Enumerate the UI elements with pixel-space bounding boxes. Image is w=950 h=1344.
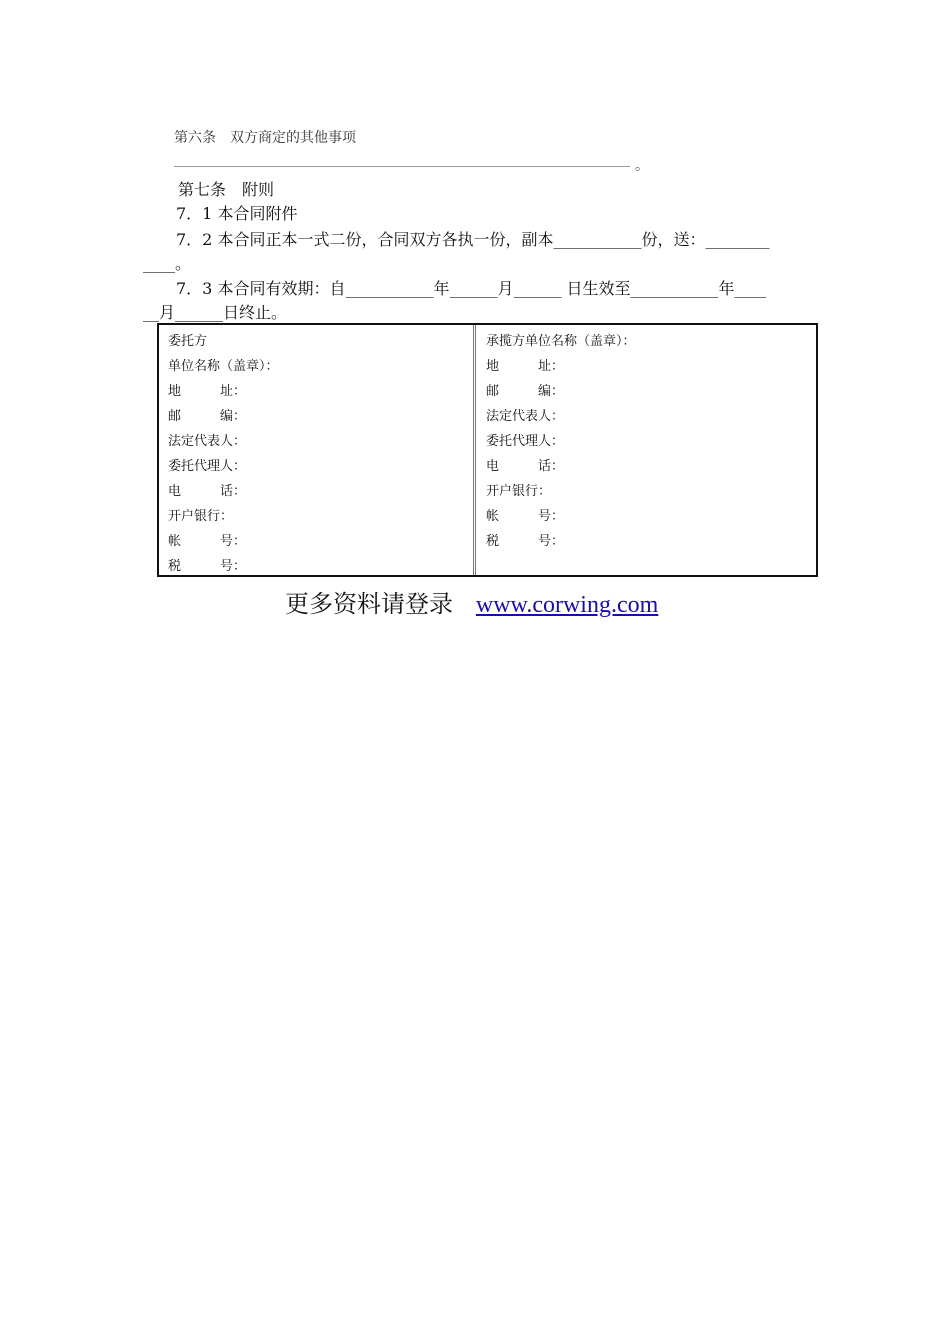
right-cell: 法定代表人： bbox=[486, 409, 565, 424]
blank-line bbox=[174, 166, 630, 167]
right-cell: 地 址： bbox=[486, 359, 565, 374]
right-cell: 开户银行： bbox=[486, 484, 552, 499]
clause-7-3: 7．3 本合同有效期：自___________年______月______ 日生效至___________年____ bbox=[176, 279, 767, 298]
right-cell: 帐 号： bbox=[486, 509, 565, 524]
left-cell: 委托代理人： bbox=[168, 459, 247, 474]
article6-end: 。 bbox=[635, 158, 649, 174]
article6-title: 第六条 双方商定的其他事项 bbox=[174, 130, 356, 146]
clause-7-3-cont: __月______日终止。 bbox=[143, 303, 288, 322]
left-cell: 单位名称（盖章）： bbox=[168, 359, 279, 374]
left-cell: 法定代表人： bbox=[168, 434, 247, 449]
column-divider bbox=[473, 325, 476, 575]
right-cell: 税 号： bbox=[486, 534, 565, 549]
right-cell: 邮 编： bbox=[486, 384, 565, 399]
left-cell: 帐 号： bbox=[168, 534, 247, 549]
clause-7-2-cont: ____。 bbox=[143, 254, 192, 273]
footer bbox=[285, 584, 658, 619]
clause-7-2: 7．2 本合同正本一式二份，合同双方各执一份，副本___________份，送：________ bbox=[176, 230, 770, 249]
signature-table bbox=[157, 323, 818, 577]
clause-7-1: 7．1 本合同附件 bbox=[176, 204, 298, 223]
footer-text: 更多资料请登录 bbox=[285, 590, 453, 618]
left-cell: 税 号： bbox=[168, 559, 247, 574]
left-cell: 委托方 bbox=[168, 334, 208, 349]
article7-title: 第七条 附则 bbox=[178, 180, 275, 199]
right-cell: 委托代理人： bbox=[486, 434, 565, 449]
left-cell: 电 话： bbox=[168, 484, 247, 499]
right-cell: 电 话： bbox=[486, 459, 565, 474]
left-cell: 开户银行： bbox=[168, 509, 234, 524]
left-cell: 地 址： bbox=[168, 384, 247, 399]
left-cell: 邮 编： bbox=[168, 409, 247, 424]
right-cell: 承揽方单位名称（盖章）： bbox=[486, 334, 636, 349]
website-link[interactable]: www.corwing.com bbox=[475, 592, 659, 618]
